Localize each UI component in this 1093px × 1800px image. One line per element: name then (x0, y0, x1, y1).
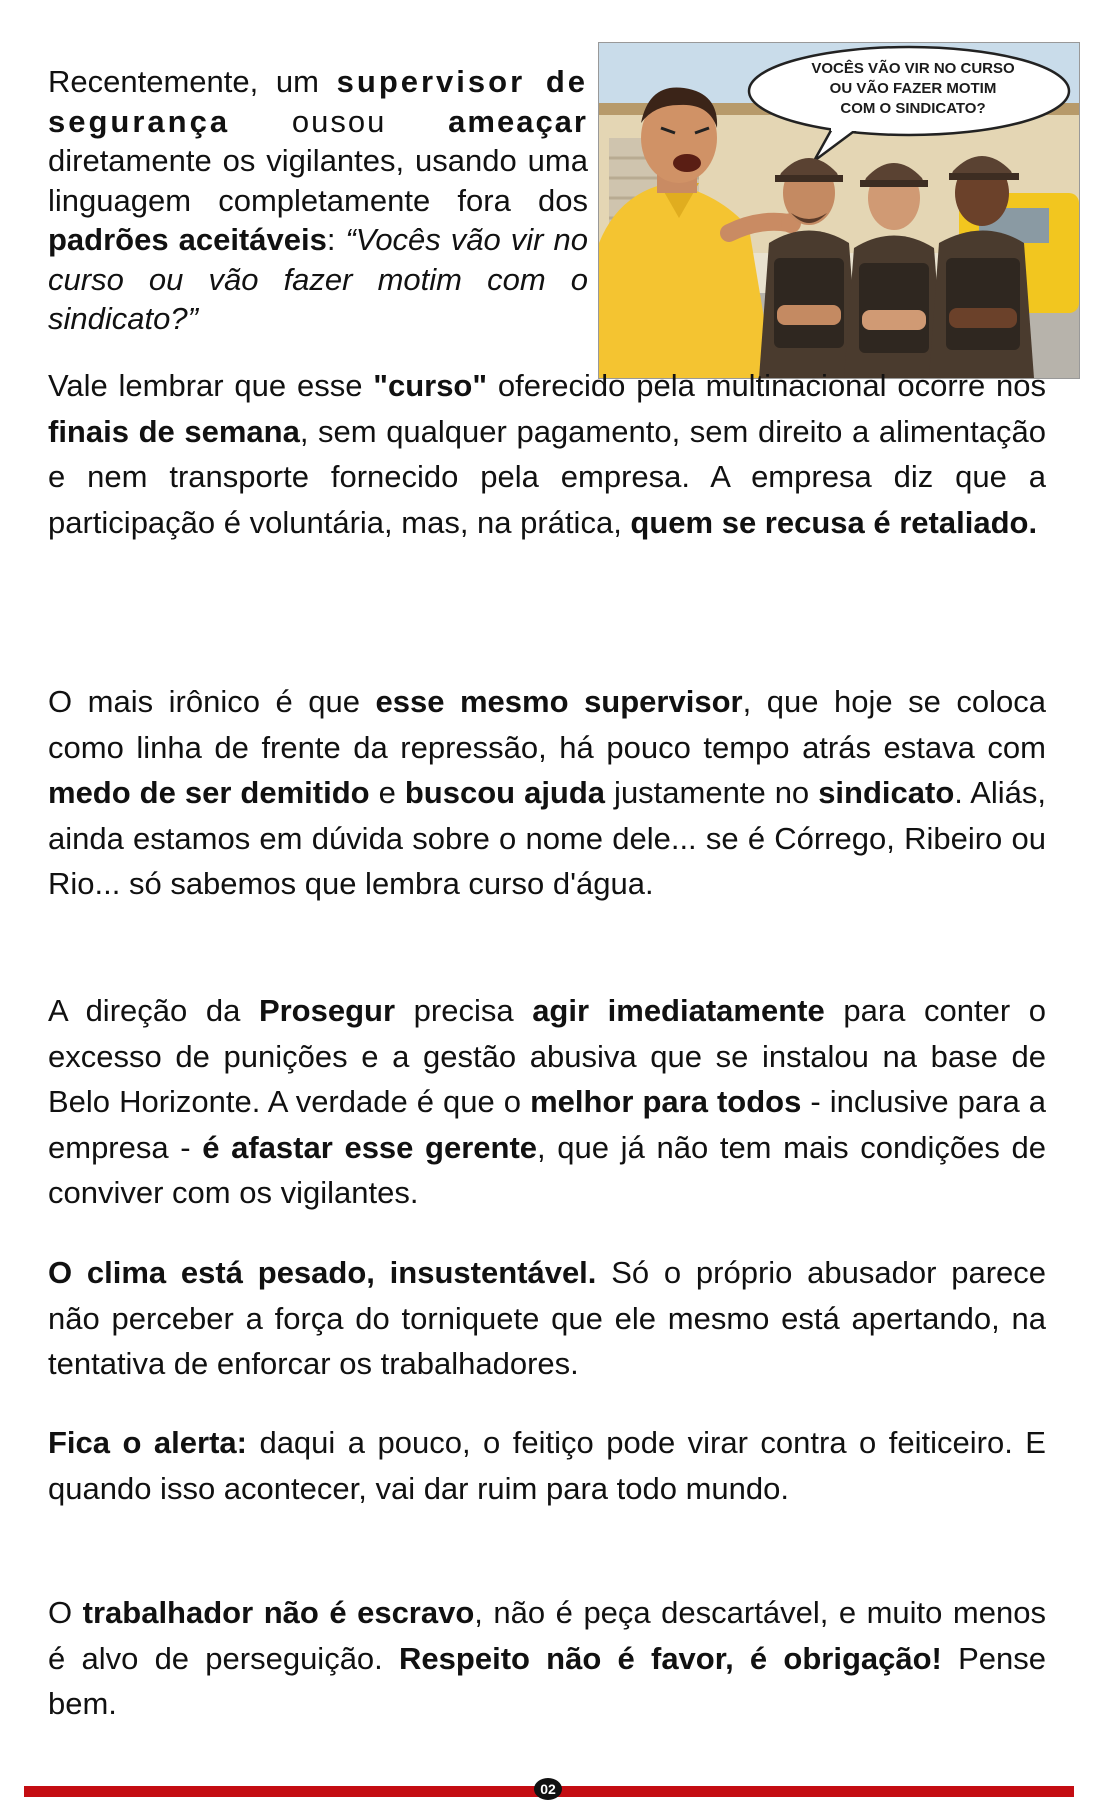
bold-run: padrões aceitáveis (48, 222, 327, 257)
bubble-line-1: VOCÊS VÃO VIR NO CURSO (811, 60, 1015, 77)
bold-run: quem se recusa é retaliado. (630, 504, 1038, 540)
text-run: Vale lembrar que esse (48, 368, 374, 403)
quote-text: “Vocês vão vir no curso ou vão fazer motim com o sindicato?” (48, 222, 588, 336)
bold-run: trabalhador não é escravo (82, 1595, 475, 1630)
text-run: A direção da (48, 993, 259, 1028)
text-run: - inclusive para a empresa - (48, 1084, 1046, 1165)
text-run: Recentemente, um (48, 64, 337, 99)
bold-run: esse mesmo supervisor (375, 684, 743, 719)
bold-run: Prosegur (258, 993, 396, 1028)
text-run: Pense bem. (48, 1640, 1047, 1721)
text-run: e (369, 775, 405, 810)
text-run: O mais irônico é que (48, 684, 376, 719)
bold-run: finais de semana (48, 413, 300, 449)
bold-run: Fica o alerta: (48, 1425, 247, 1460)
bold-run: ameaçar (448, 103, 588, 139)
text-run: O (48, 1595, 83, 1630)
intro-paragraph (48, 62, 588, 339)
text-run: , que hoje se coloca como linha de frente da repressão, há pouco tempo atrás estava com (48, 684, 1046, 765)
text-run: . Aliás, ainda estamos em dúvida sobre o nome dele... se é Córrego, Ribeiro ou Rio... só sabemos que lembra curso d'água. (48, 775, 1046, 901)
text-run: daqui a pouco, o feitiço pode virar contra o feiticeiro. E quando isso acontecer, vai dar ruim para todo mundo. (48, 1425, 1046, 1506)
text-run: Só o próprio abusador parece não perceber a força do torniquete que ele mesmo está apertando, na tentativa de enforcar os trabalhadores. (48, 1255, 1047, 1381)
paragraph-4 (48, 988, 1046, 1216)
bold-run: sindicato (818, 775, 955, 810)
page-number-badge: 02 (534, 1778, 562, 1800)
paragraph-3 (48, 679, 1046, 907)
paragraph-5 (48, 1250, 1046, 1387)
bold-run: O clima está pesado, insustentável. (48, 1255, 597, 1290)
text-run: justamente no (605, 775, 819, 810)
bold-run: medo de ser demitido (48, 775, 370, 810)
paragraph-2 (48, 363, 1046, 545)
bubble-line-2: OU VÃO FAZER MOTIM (829, 80, 997, 97)
bold-run: é afastar esse gerente (202, 1129, 538, 1165)
text-run: , sem qualquer pagamento, sem direito a alimentação e nem transporte fornecido pela empresa. A empresa diz que a participação é voluntária, mas, na prática, (48, 413, 1046, 540)
bold-run: buscou ajuda (404, 775, 606, 810)
paragraph-6 (48, 1420, 1046, 1511)
text-run: : (326, 222, 346, 257)
text-run: , que já não tem mais condições de conviver com os vigilantes. (48, 1129, 1046, 1210)
text-run: oferecido pela multinacional ocorre nos (487, 368, 1047, 403)
text-run: para conter o excesso de punições e a gestão abusiva que se instalou na base de Belo Horizonte. A verdade é que o (48, 993, 1046, 1119)
bold-run: supervisor de segurança (48, 64, 588, 139)
text-run: precisa (395, 993, 533, 1028)
cartoon-illustration (598, 42, 1080, 379)
text-run: ousou (230, 103, 449, 139)
bold-run: agir imediatamente (532, 993, 825, 1028)
paragraph-7 (48, 1590, 1046, 1727)
text-run: diretamente os vigilantes, usando uma linguagem completamente fora dos (48, 143, 588, 218)
bold-run: "curso" (373, 368, 488, 403)
text-run: , não é peça descartável, e muito menos é alvo de perseguição. (48, 1595, 1046, 1676)
bold-run: Respeito não é favor, é obrigação! (399, 1640, 942, 1676)
bubble-line-3: COM O SINDICATO? (840, 100, 986, 117)
bold-run: melhor para todos (530, 1084, 802, 1119)
